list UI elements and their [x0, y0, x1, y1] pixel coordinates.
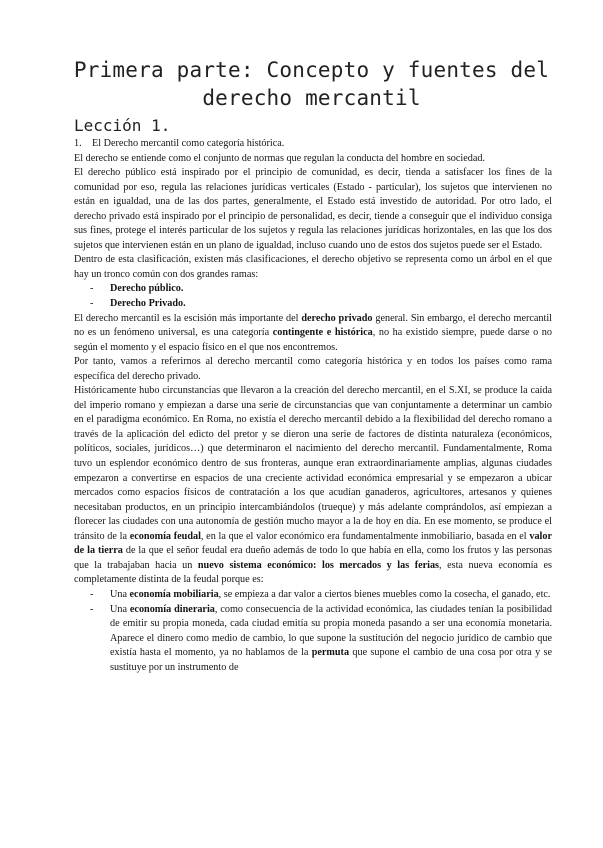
- paragraph-history: Históricamente hubo circunstancias que llevaron a la creación del derecho mercantil, en el S.XI, se produce la caída del imperio romano y empiezan a darse una serie de circunstancias que van conjuntamente a determinar un cambio en el paradigma económico. En Roma, no existía el derecho mercantil debido a la flexibilidad del derecho romano a través de la aplicación del edicto del pretor y se dieron una serie de factores de distinta naturaleza (económicos, políticos, sociales, jurídicos…) que determinaron el nacimiento del derecho mercantil. Fundamentalmente, Roma tuvo un esplendor económico dentro de sus fronteras, aunque eran extraordinariamente amplias, algunas ciudades empezaron a convertirse en espacios de una creciente actividad económica empresarial y se empezaron a ubicar mercados como espacios físicos de contratación a los que acudían ganaderos, agricultores, artesanos y quienes necesitaban productos, en un principio intercambiándolos (trueque) y más adelante comprándolos, así empiezan a florecer las ciudades con una autonomía de gestión mucho mayor a la de hoy en día. En ese momento, se produce el tránsito de la economía feudal, en la que el valor económico era fundamentalmente inmobiliario, basada en el valor de la tierra de la que el señor feudal era dueño además de todo lo que había en ella, como los frutos y las personas que la trabajaban hacia un nuevo sistema económico: los mercados y las ferias, esta nueva economía es completamente distinta de la feudal porque es:: [74, 385, 552, 586]
- list-dash: -: [90, 603, 94, 615]
- lesson-heading: Lección 1.: [74, 116, 171, 135]
- document-body: [74, 137, 552, 675]
- section-heading: [74, 137, 552, 152]
- list-item: - Una economía mobiliaria, se empieza a dar valor a ciertos bienes muebles como la cosecha, el ganado, etc.: [74, 588, 552, 603]
- paragraph-classification: Dentro de esta clasificación, existen más clasificaciones, el derecho objetivo se representa como un árbol en el que hay un tronco común con dos grandes ramas:: [74, 254, 552, 280]
- paragraph-historical-category: Por tanto, vamos a referirnos al derecho mercantil como categoría histórica y en todos los países como rama específica del derecho privado.: [74, 356, 552, 382]
- list-dash: -: [90, 588, 94, 600]
- list-dash: -: [90, 283, 94, 295]
- list-item: [74, 297, 552, 312]
- section-title: El Derecho mercantil como categoría histórica.: [92, 138, 285, 149]
- paragraph-definition: El derecho se entiende como el conjunto de normas que regulan la conducta del hombre en sociedad.: [74, 152, 486, 164]
- list-dash: -: [90, 298, 94, 310]
- paragraph-mercantil: El derecho mercantil es la escisión más importante del derecho privado general. Sin embargo, el derecho mercantil no es un fenómeno universal, es una categoría contingente e histórica, no ha existido siempre, puede darse o no según el momento y el espacio físico en el que nos encontremos.: [74, 312, 552, 353]
- branch-private: Derecho Privado.: [110, 298, 186, 310]
- list-item: - Una economía dineraria, como consecuencia de la actividad económica, las ciudades tenían la posibilidad de emitir su propia moneda, cada ciudad emitía su propia moneda pasando a ser una economía monetaria. Aparece el dinero como medio de cambio, lo que supone la sustitución del negocio jurídico de cambio que existía hasta el momento, ya no hablamos de la permuta que supone el cambio de una cosa por otra y se sustituye por un instrumento de: [74, 603, 552, 676]
- branch-public: Derecho público.: [110, 283, 184, 295]
- list-item: [74, 282, 552, 297]
- section-number: 1.: [74, 138, 82, 149]
- paragraph-public-private: El derecho público está inspirado por el principio de comunidad, es decir, tienda a satisfacer los fines de la comunidad por eso, regula las relaciones jurídicas verticales (Estado - particular), los sujetos que intervienen no están en igualdad, una de las dos partes, generalmente, el Estado está investido de autoridad. Por otro lado, el derecho privado está inspirado por el principio de personalidad, es decir, tiende a conseguir que el individuo consiga sus fines, protege el interés particular de los sujetos y regula las relaciones jurídicas horizontales, en las que los dos sujetos que intervienen están en un plano de igualdad, incluso cuando uno de estos dos sujetos puede ser el Estado.: [74, 167, 552, 251]
- page-title: Primera parte: Concepto y fuentes del derecho mercantil: [73, 58, 550, 110]
